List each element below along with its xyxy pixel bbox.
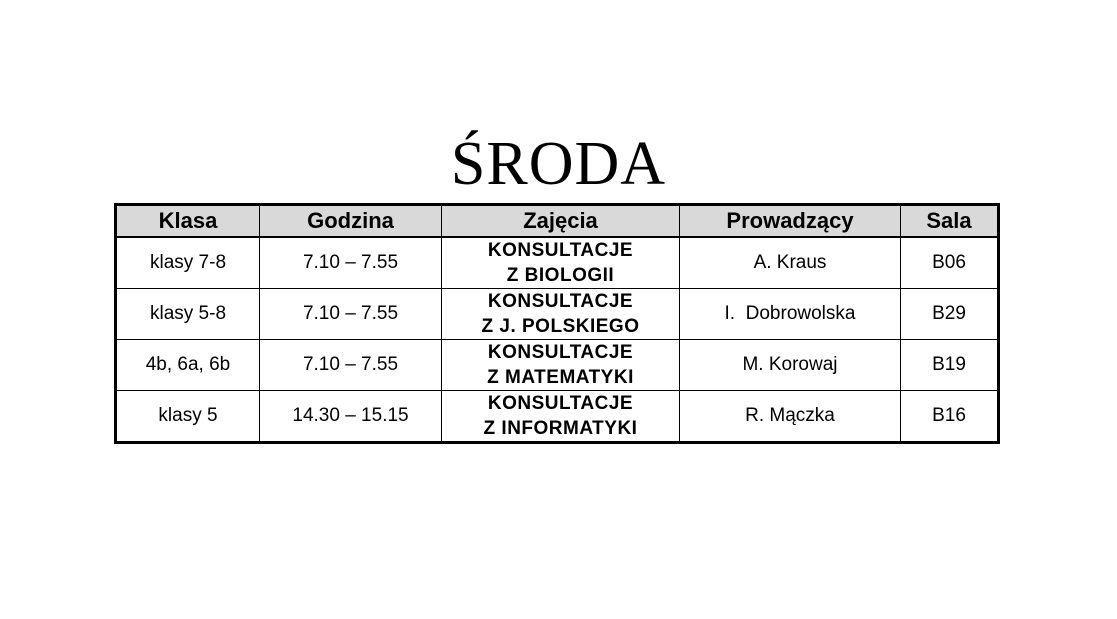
cell-klasa: klasy 5 [116, 391, 260, 443]
cell-sala: B19 [901, 340, 999, 391]
schedule-table [114, 203, 1000, 444]
subject-line-1: KONSULTACJE [487, 240, 634, 261]
cell-zajecia [442, 289, 680, 340]
subject-line-2: Z INFORMATYKI [483, 418, 638, 439]
cell-prowadzacy: A. Kraus [680, 237, 901, 289]
subject-line-1: KONSULTACJE [487, 393, 634, 414]
subject-line-2: Z J. POLSKIEGO [481, 316, 640, 337]
table-row [116, 289, 999, 340]
header-klasa: Klasa [116, 205, 260, 238]
cell-zajecia [442, 391, 680, 443]
cell-sala: B16 [901, 391, 999, 443]
table-row [116, 340, 999, 391]
header-godzina: Godzina [260, 205, 442, 238]
table-row [116, 237, 999, 289]
cell-prowadzacy: M. Korowaj [680, 340, 901, 391]
cell-klasa: klasy 7-8 [116, 237, 260, 289]
subject-line-2: Z BIOLOGII [506, 265, 615, 286]
cell-klasa: 4b, 6a, 6b [116, 340, 260, 391]
subject-line-1: KONSULTACJE [487, 342, 634, 363]
cell-prowadzacy: I. Dobrowolska [680, 289, 901, 340]
table-header-row [116, 205, 999, 238]
cell-prowadzacy: R. Mączka [680, 391, 901, 443]
subject-line-1: KONSULTACJE [487, 291, 634, 312]
cell-klasa: klasy 5-8 [116, 289, 260, 340]
table-row [116, 391, 999, 443]
cell-godzina: 7.10 – 7.55 [260, 289, 442, 340]
header-sala: Sala [901, 205, 999, 238]
cell-sala: B06 [901, 237, 999, 289]
cell-zajecia [442, 340, 680, 391]
page-title: ŚRODA [450, 130, 667, 198]
cell-godzina: 7.10 – 7.55 [260, 237, 442, 289]
cell-godzina: 14.30 – 15.15 [260, 391, 442, 443]
cell-sala: B29 [901, 289, 999, 340]
header-zajecia: Zajęcia [442, 205, 680, 238]
header-prowadzacy: Prowadzący [680, 205, 901, 238]
cell-zajecia [442, 237, 680, 289]
subject-line-2: Z MATEMATYKI [487, 367, 634, 388]
cell-godzina: 7.10 – 7.55 [260, 340, 442, 391]
